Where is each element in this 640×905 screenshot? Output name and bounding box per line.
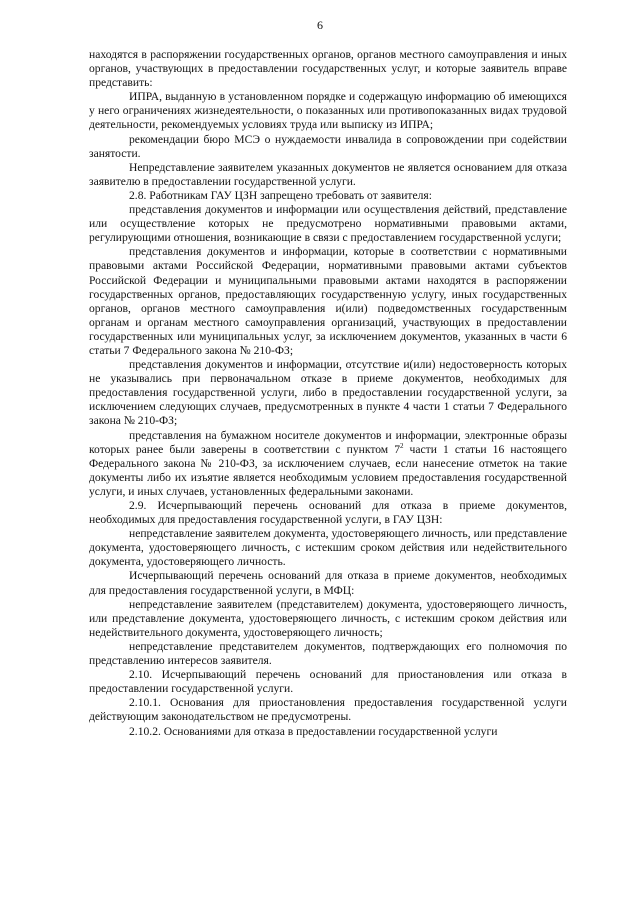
paragraph-5: 2.8. Работникам ГАУ ЦЗН запрещено требовать от заявителя: xyxy=(129,188,432,202)
paragraph-6: представления документов и информации или осуществления действий, представление или осуществление которых не предусмотрено нормативными правовыми актами, регулирующими отношения, возникающие в связи с предоставлением государственной услуги; xyxy=(89,203,567,245)
paragraph-16: 2.10.1. Основания для приостановления предоставления государственной услуги действующим законодательством не предусмотрены. xyxy=(89,696,567,724)
paragraph-14: непредставление представителем документов, подтверждающих его полномочия по представлению интересов заявителя. xyxy=(89,639,567,668)
paragraph-7: представления документов и информации, которые в соответствии с нормативными правовыми актами Российской Федерации, нормативными правовыми актами субъектов Российской Федерации и муниципальными правовыми актами находятся в распоряжении государственных органов, предоставляющих государственную услугу, иных государственных органов, органов местного самоуправления и(или) подведомственных государственным органам и органам местного самоуправления организаций, участвующих в предоставлении государственных или муниципальных услуг, за исключением документов, указанных в части 6 статьи 7 Федерального закона № 210-ФЗ; xyxy=(89,245,567,357)
paragraph-10: 2.9. Исчерпывающий перечень оснований для отказа в приеме документов, необходимых для предоставления государственной услуги, в ГАУ ЦЗН: xyxy=(89,499,567,527)
paragraph-13: непредставление заявителем (представителем) документа, удостоверяющего личность, или представление документа, удостоверяющего личность, с истекшим сроком действия или недействительного документа, удостоверяющего личность; xyxy=(89,597,567,639)
paragraph-9-text-after: части 1 статьи 16 настоящего Федерального закона № 210-ФЗ, за исключением случаев, если нанесение отметок на такие документы либо их изъятие является необходимым условием предоставления государственной услуги, и иных случаев, установленных федеральными законами. xyxy=(89,442,567,498)
paragraph-2: ИПРА, выданную в установленном порядке и содержащую информацию об имеющихся у него ограничениях жизнедеятельности, о показанных или противопоказанных видах трудовой деятельности, рекомендуемых условиях труда или выписку из ИПРА; xyxy=(89,90,567,132)
document-body xyxy=(89,48,567,739)
paragraph-9 xyxy=(89,429,567,499)
paragraph-8: представления документов и информации, отсутствие и(или) недостоверность которых не указывались при первоначальном отказе в приеме документов, необходимых для предоставления государственной услуги, либо в предоставлении государственной услуги, за исключением следующих случаев, предусмотренных в пункте 4 части 1 статьи 7 Федерального закона № 210-ФЗ; xyxy=(89,358,567,428)
page-number: 6 xyxy=(317,18,323,32)
paragraph-3: рекомендации бюро МСЭ о нуждаемости инвалида в сопровождении при содействии занятости. xyxy=(89,132,567,160)
paragraph-15: 2.10. Исчерпывающий перечень оснований для приостановления или отказа в предоставлении государственной услуги. xyxy=(89,668,567,696)
paragraph-11: непредставление заявителем документа, удостоверяющего личность, или представление документа, удостоверяющего личность, с истекшим сроком действия или недействительного документа, удостоверяющего личность. xyxy=(89,527,567,569)
paragraph-12: Исчерпывающий перечень оснований для отказа в приеме документов, необходимых для предоставления государственной услуги, в МФЦ: xyxy=(89,569,567,597)
paragraph-4: Непредставление заявителем указанных документов не является основанием для отказа заявителю в предоставлении государственной услуги. xyxy=(89,160,567,188)
superscript: 2 xyxy=(400,441,404,450)
paragraph-9-text-before: представления на бумажном носителе документов и информации, электронные образы которых ранее были заверены в соответствии с пунктом 7 xyxy=(89,428,567,456)
paragraph-17: 2.10.2. Основаниями для отказа в предоставлении государственной услуги xyxy=(129,724,498,738)
paragraph-1: находятся в распоряжении государственных органов, органов местного самоуправления и иных органов, участвующих в предоставлении государственных услуг, и которые заявитель вправе представить: xyxy=(89,48,567,90)
